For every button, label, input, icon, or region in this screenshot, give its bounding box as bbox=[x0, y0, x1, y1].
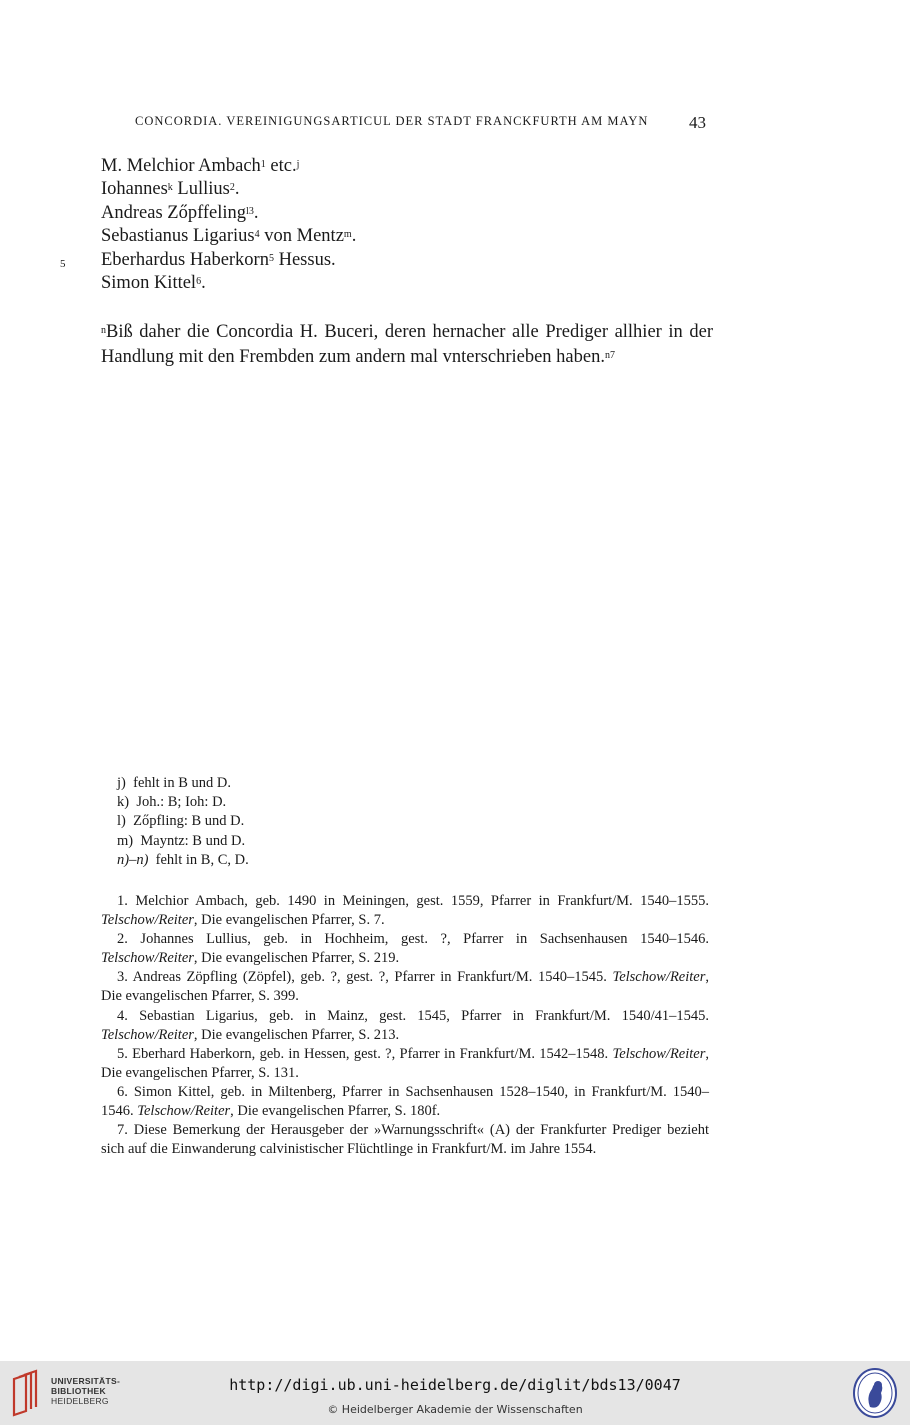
footnote: 3. Andreas Zöpfling (Zöpfel), geb. ?, gest. ?, Pfarrer in Frankfurt/M. 1540–1545. Telschow/Reiter, Die evangelischen Pfarrer, S. 399. bbox=[101, 969, 709, 1005]
apparatus-note: n)–n) fehlt in B, C, D. bbox=[117, 851, 249, 868]
footer-bar bbox=[0, 1361, 910, 1425]
permalink-url[interactable]: http://digi.ub.uni-heidelberg.de/diglit/bds13/0047 bbox=[229, 1376, 681, 1394]
list-item: Iohannes$^k$ Lullius$^2$. bbox=[101, 179, 240, 200]
apparatus-note: m) Mayntz: B und D. bbox=[117, 832, 246, 849]
footnote: 2. Johannes Lullius, geb. in Hochheim, gest. ?, Pfarrer in Sachsenhausen 1540–1546. Telschow/Reiter, Die evangelischen Pfarrer, S. 219. bbox=[101, 931, 709, 967]
apparatus-note: l) Zőpfling: B und D. bbox=[117, 813, 245, 830]
page-number: 43 bbox=[689, 113, 706, 132]
apparatus-note: j) fehlt in B und D. bbox=[117, 775, 231, 791]
footnote: 7. Diese Bemerkung der Herausgeber der »Warnungsschrift« (A) der Frankfurter Prediger bezieht sich auf die Einwanderung calvinistischer Flüchtlinge in Frankfurt/M. im Jahre 1554. bbox=[101, 1122, 709, 1158]
footnotes bbox=[101, 892, 709, 1159]
footnote: 6. Simon Kittel, geb. in Miltenberg, Pfarrer in Sachsenhausen 1528–1540, in Frankfurt/M. 1540–1546. Telschow/Reiter, Die evangelischen Pfarrer, S. 180f. bbox=[101, 1083, 709, 1120]
footnote: 4. Sebastian Ligarius, geb. in Mainz, gest. 1545, Pfarrer in Frankfurt/M. 1540/41–1545. Telschow/Reiter, Die evangelischen Pfarrer, S. 213. bbox=[101, 1007, 709, 1043]
library-name: UNIVERSITÄTS- BIBLIOTHEK HEIDELBERG bbox=[51, 1376, 121, 1406]
footnote: 5. Eberhard Haberkorn, geb. in Hessen, gest. ?, Pfarrer in Frankfurt/M. 1542–1548. Telschow/Reiter, Die evangelischen Pfarrer, S. 131. bbox=[101, 1045, 709, 1081]
list-item: Sebastianus Ligarius$^4$ von Mentz$^m$. bbox=[101, 226, 357, 247]
line-number: 5 bbox=[60, 258, 66, 270]
copyright-notice: © Heidelberger Akademie der Wissenschaften bbox=[327, 1403, 583, 1416]
textual-apparatus bbox=[117, 774, 249, 870]
signatories-list bbox=[101, 155, 356, 295]
list-item: Simon Kittel$^6$. bbox=[101, 273, 206, 294]
apparatus-note: k) Joh.: B; Ioh: D. bbox=[117, 794, 227, 811]
running-title: CONCORDIA. VEREINIGUNGSARTICUL DER STADT FRANCKFURTH AM MAYN bbox=[135, 114, 649, 128]
body-paragraph: $^n$Biß daher die Concordia H. Buceri, deren hernacher alle Prediger allhier in der Handlung mit den Frembden zum andern mal vnterschrieben haben.$^{n7}$ bbox=[101, 322, 713, 367]
list-item: Andreas Zőpffeling$^{l3}$. bbox=[101, 202, 259, 223]
academy-seal-icon bbox=[852, 1367, 898, 1419]
footnote: 1. Melchior Ambach, geb. 1490 in Meiningen, gest. 1559, Pfarrer in Frankfurt/M. 1540–1555. Telschow/Reiter, Die evangelischen Pfarrer, S. 7. bbox=[101, 893, 709, 929]
list-item: M. Melchior Ambach$^1$ etc.$^j$ bbox=[101, 156, 300, 176]
list-item: Eberhardus Haberkorn$^5$ Hessus. bbox=[101, 249, 336, 270]
